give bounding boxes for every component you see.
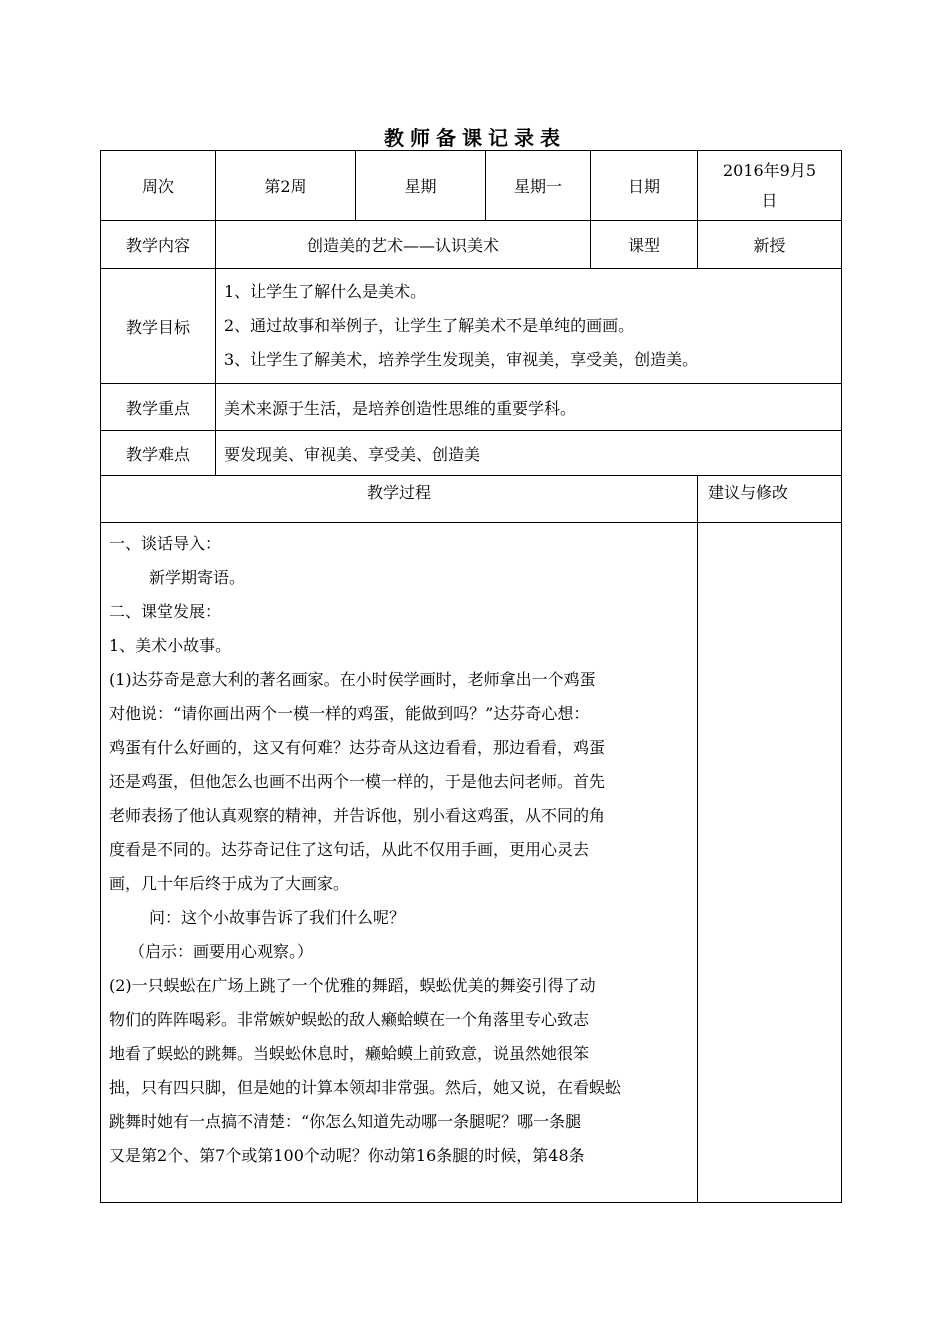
process-line: 画，几十年后终于成为了大画家。 (109, 874, 350, 893)
lesson-type-label: 课型 (591, 221, 698, 269)
weekday-label: 星期 (356, 151, 486, 221)
content-label: 教学内容 (101, 221, 216, 269)
process-line: 二、课堂发展： (109, 602, 222, 621)
goals-label: 教学目标 (101, 269, 216, 384)
process-line: 地看了蜈蚣的跳舞。当蜈蚣休息时，癞蛤蟆上前致意，说虽然她很笨 (109, 1044, 590, 1063)
week-label: 周次 (101, 151, 216, 221)
date-value-line2: 日 (761, 190, 778, 210)
lesson-record-table (100, 150, 842, 1203)
process-line: 对他说：“请你画出两个一模一样的鸡蛋，能做到吗？”达芬奇心想： (109, 704, 590, 723)
process-line: 一、谈话导入： (109, 534, 222, 553)
process-line: 物们的阵阵喝彩。非常嫉妒蜈蚣的敌人癞蛤蟆在一个角落里专心致志 (109, 1010, 590, 1029)
date-value-line1: 2016年9月5 (722, 160, 817, 180)
week-value: 第2周 (216, 151, 356, 221)
process-line: (1)达芬奇是意大利的著名画家。在小时侯学画时，老师拿出一个鸡蛋 (109, 670, 596, 689)
goals-list (216, 269, 842, 384)
goal-item: 2、通过故事和举例子，让学生了解美术不是单纯的画画。 (224, 316, 635, 335)
process-line: 拙，只有四只脚，但是她的计算本领却非常强。然后，她又说，在看蜈蚣 (109, 1078, 622, 1097)
process-line: （启示：画要用心观察。） (129, 942, 314, 961)
process-line: 还是鸡蛋，但他怎么也画不出两个一模一样的，于是他去问老师。首先 (109, 772, 606, 791)
process-line: 又是第2个、第7个或第100个动呢？你动第16条腿的时候，第48条 (109, 1146, 585, 1165)
page-title: 教师备课记录表 (384, 126, 566, 150)
key-points-label: 教学重点 (101, 384, 216, 431)
process-line: 度看是不同的。达芬奇记住了这句话，从此不仅用手画，更用心灵去 (109, 840, 590, 859)
process-content (101, 523, 698, 1203)
suggestion-header: 建议与修改 (698, 476, 842, 523)
goal-item: 1、让学生了解什么是美术。 (224, 282, 427, 301)
weekday-value: 星期一 (486, 151, 591, 221)
lesson-type-value: 新授 (698, 221, 842, 269)
process-line: (2)一只蜈蚣在广场上跳了一个优雅的舞蹈，蜈蚣优美的舞姿引得了动 (109, 976, 596, 995)
process-header: 教学过程 (101, 476, 698, 523)
process-line: 新学期寄语。 (149, 568, 246, 587)
process-line: 1、美术小故事。 (109, 636, 232, 655)
date-value (698, 151, 842, 221)
content-value: 创造美的艺术——认识美术 (216, 221, 591, 269)
process-line: 鸡蛋有什么好画的，这又有何难？达芬奇从这边看看，那边看看，鸡蛋 (109, 738, 606, 757)
key-points-value: 美术来源于生活，是培养创造性思维的重要学科。 (216, 384, 842, 431)
suggestion-area (698, 523, 842, 1203)
process-line: 老师表扬了他认真观察的精神，并告诉他，别小看这鸡蛋，从不同的角 (109, 806, 606, 825)
difficulties-label: 教学难点 (101, 431, 216, 476)
difficulties-value: 要发现美、审视美、享受美、创造美 (216, 431, 842, 476)
goal-item: 3、让学生了解美术，培养学生发现美，审视美，享受美，创造美。 (224, 350, 699, 369)
date-label: 日期 (591, 151, 698, 221)
process-line: 问：这个小故事告诉了我们什么呢？ (149, 908, 406, 927)
process-line: 跳舞时她有一点搞不清楚：“你怎么知道先动哪一条腿呢？哪一条腿 (109, 1112, 582, 1131)
